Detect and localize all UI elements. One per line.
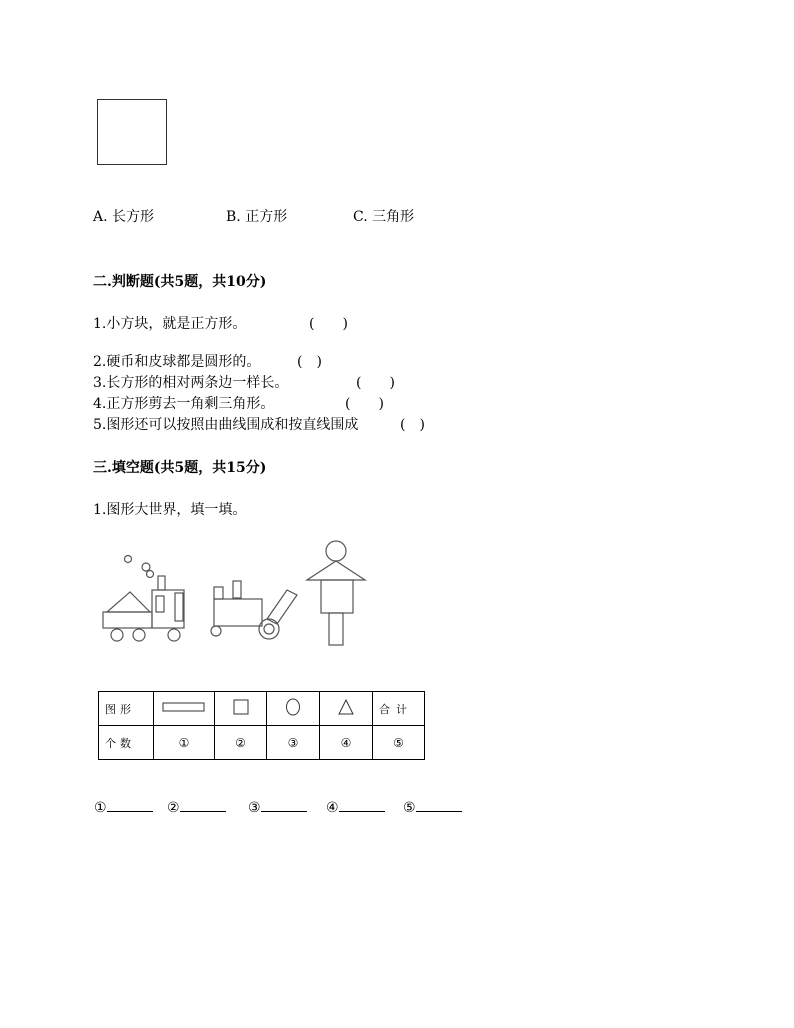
- table-mark-4: ④: [320, 726, 373, 760]
- table-label-total: 合计: [373, 692, 425, 726]
- option-c: [353, 208, 414, 226]
- answer-4-mark: ④: [326, 800, 339, 816]
- option-a-text: 长方形: [112, 209, 155, 225]
- judge-item-1-paren[interactable]: ( ): [309, 316, 348, 332]
- judge-item-5-paren[interactable]: ( ): [400, 417, 425, 433]
- answer-5-mark: ⑤: [403, 800, 416, 816]
- judge-item-4: [93, 395, 274, 413]
- table-shape-square: [215, 692, 267, 726]
- judge-item-4-paren[interactable]: ( ): [345, 396, 384, 412]
- judge-item-5-text: 5.图形还可以按照由曲线围成和按直线围成: [93, 417, 359, 433]
- table-row-shapes: [99, 692, 425, 726]
- judge-item-5: [93, 416, 358, 434]
- table-mark-5: ⑤: [373, 726, 425, 760]
- answer-4: [326, 797, 385, 816]
- answer-5-blank[interactable]: [416, 797, 462, 812]
- judge-item-3: [93, 374, 288, 392]
- option-c-text: 三角形: [372, 209, 415, 225]
- option-b-text: 正方形: [245, 209, 288, 225]
- table-label-shapes: 图形: [99, 692, 154, 726]
- tractor-figure: [211, 581, 297, 639]
- table-mark-2: ②: [215, 726, 267, 760]
- answer-3: [248, 797, 307, 816]
- shapes-picture: [95, 535, 395, 650]
- person-figure: [307, 541, 365, 645]
- answer-3-mark: ③: [248, 800, 261, 816]
- judge-item-3-text: 3.长方形的相对两条边一样长。: [93, 375, 289, 391]
- answer-1-mark: ①: [94, 800, 107, 816]
- answer-2-blank[interactable]: [180, 797, 226, 812]
- train-figure: [103, 556, 184, 642]
- table-label-count: 个数: [99, 726, 154, 760]
- answer-2: [167, 797, 226, 816]
- judge-item-3-paren[interactable]: ( ): [356, 375, 395, 391]
- table-row-counts: [99, 726, 425, 760]
- answer-4-blank[interactable]: [339, 797, 385, 812]
- option-c-letter: C.: [353, 209, 368, 225]
- table-mark-3: ③: [267, 726, 320, 760]
- judge-item-1-text: 1.小方块，就是正方形。: [93, 316, 247, 332]
- table-shape-circle: [267, 692, 320, 726]
- judge-item-4-text: 4.正方形剪去一角剩三角形。: [93, 396, 275, 412]
- option-b: [226, 208, 287, 226]
- judge-item-1: [93, 315, 246, 333]
- option-b-letter: B.: [226, 209, 241, 225]
- judge-item-2-text: 2.硬币和皮球都是圆形的。: [93, 354, 261, 370]
- option-a-letter: A.: [93, 209, 108, 225]
- shape-count-table: [98, 691, 425, 760]
- section2-title: 二.判断题(共5题，共10分): [93, 274, 267, 290]
- answer-1-blank[interactable]: [107, 797, 153, 812]
- answer-3-blank[interactable]: [261, 797, 307, 812]
- square-figure: [97, 99, 167, 165]
- circle-icon: [284, 697, 302, 717]
- judge-item-2: [93, 353, 260, 371]
- triangle-icon: [337, 698, 355, 716]
- rectangle-icon: [162, 701, 206, 713]
- answer-2-mark: ②: [167, 800, 180, 816]
- option-a: [93, 208, 154, 226]
- table-shape-rectangle: [154, 692, 215, 726]
- fill-question-1: 1.图形大世界，填一填。: [93, 502, 247, 518]
- table-shape-triangle: [320, 692, 373, 726]
- section3-title: 三.填空题(共5题，共15分): [93, 460, 267, 476]
- judge-item-2-paren[interactable]: ( ): [297, 354, 322, 370]
- square-icon: [232, 698, 250, 716]
- table-mark-1: ①: [154, 726, 215, 760]
- answer-5: [403, 797, 462, 816]
- answer-1: [94, 797, 153, 816]
